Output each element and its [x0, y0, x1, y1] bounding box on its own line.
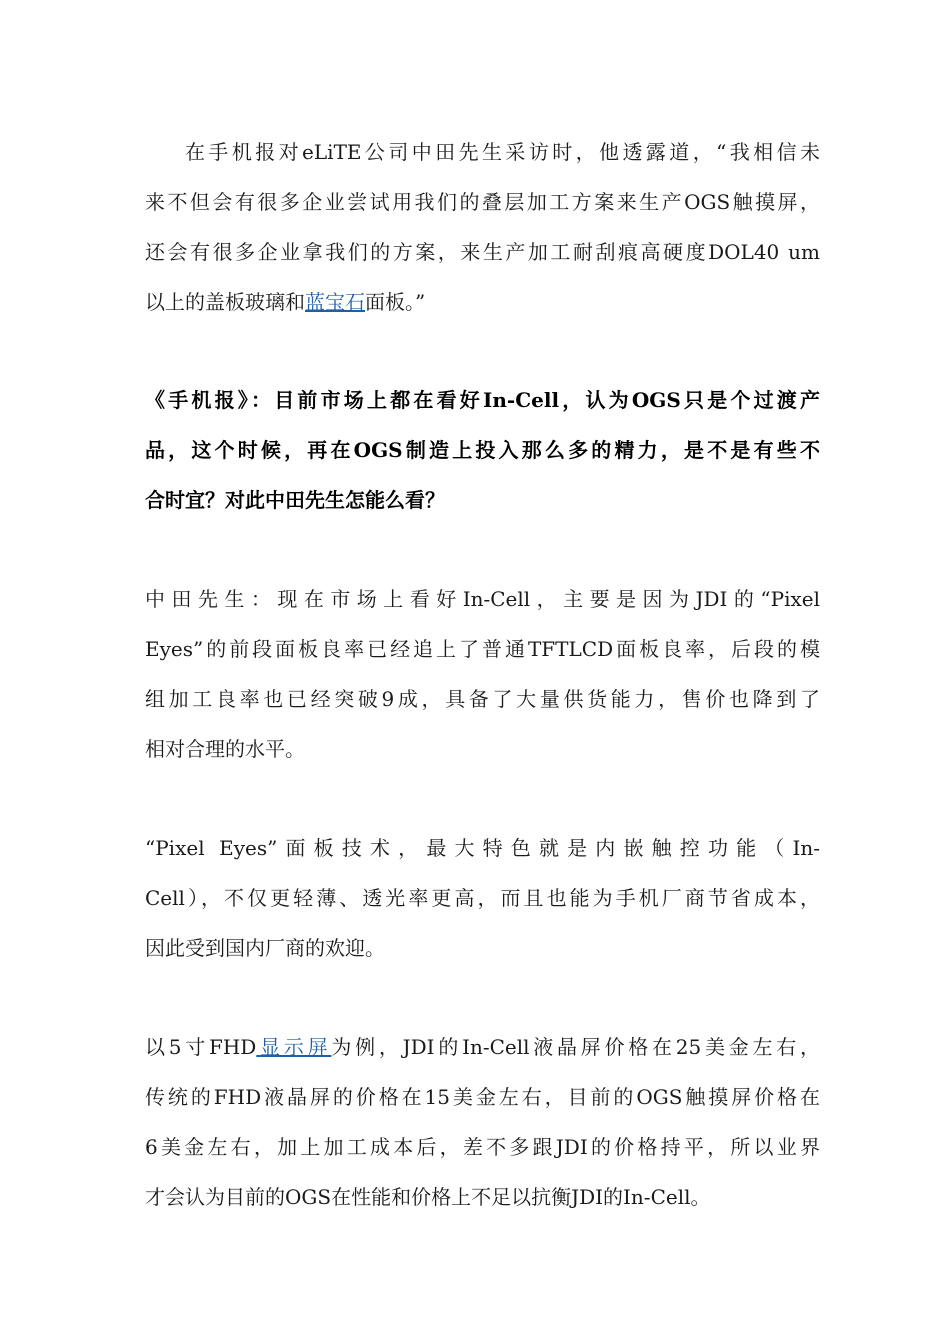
text-line: Cell），不仅更轻薄、透光率更高，而且也能为手机厂商节省成本， [145, 886, 820, 910]
paragraph-pixel-eyes [145, 823, 820, 973]
text-line: 还会有很多企业拿我们的方案，来生产加工耐刮痕高硬度DOL40 um [145, 240, 820, 264]
display-screen-link[interactable]: 显示屏 [256, 1035, 332, 1059]
paragraph-interview-intro [145, 127, 820, 327]
text-line: 组加工良率也已经突破9成，具备了大量供货能力，售价也降到了 [145, 687, 820, 711]
text-line: 因此受到国内厂商的欢迎。 [145, 936, 385, 960]
text-line: 才会认为目前的OGS在性能和价格上不足以抗衡JDI的In-Cell。 [145, 1185, 711, 1209]
text-line: “Pixel Eyes”面板技术，最大特色就是内嵌触控功能（In- [145, 836, 820, 860]
text-line: 来不但会有很多企业尝试用我们的叠层加工方案来生产OGS触摸屏， [145, 190, 820, 214]
text-line: 6美金左右，加上加工成本后，差不多跟JDI的价格持平，所以业界 [145, 1135, 820, 1159]
text-segment: 以5寸FHD [145, 1035, 257, 1059]
text-segment: 以上的盖板玻璃和 [145, 290, 305, 314]
text-line [145, 277, 820, 327]
sapphire-link[interactable]: 蓝宝石 [305, 290, 365, 314]
text-segment: 为例，JDI的In-Cell液晶屏价格在25美金左右， [331, 1035, 821, 1059]
text-line: 在手机报对eLiTE公司中田先生采访时，他透露道，“我相信未 [185, 140, 820, 164]
text-line: Eyes”的前段面板良率已经追上了普通TFTLCD面板良率，后段的模 [145, 637, 820, 661]
paragraph-question [145, 375, 820, 525]
text-line: 合时宜？对此中田先生怎能么看？ [145, 488, 445, 512]
text-line: 相对合理的水平。 [145, 737, 305, 761]
paragraph-price-comparison [145, 1022, 820, 1222]
text-segment: 面板。” [365, 290, 426, 314]
text-line: 中田先生：现在市场上看好In-Cell，主要是因为JDI的“Pixel [145, 587, 820, 611]
text-line [145, 1022, 820, 1072]
text-line: 品，这个时候，再在OGS制造上投入那么多的精力，是不是有些不 [145, 438, 820, 462]
text-line: 《手机报》：目前市场上都在看好In-Cell，认为OGS只是个过渡产 [145, 388, 820, 412]
text-line: 传统的FHD液晶屏的价格在15美金左右，目前的OGS触摸屏价格在 [145, 1085, 820, 1109]
paragraph-answer [145, 574, 820, 774]
